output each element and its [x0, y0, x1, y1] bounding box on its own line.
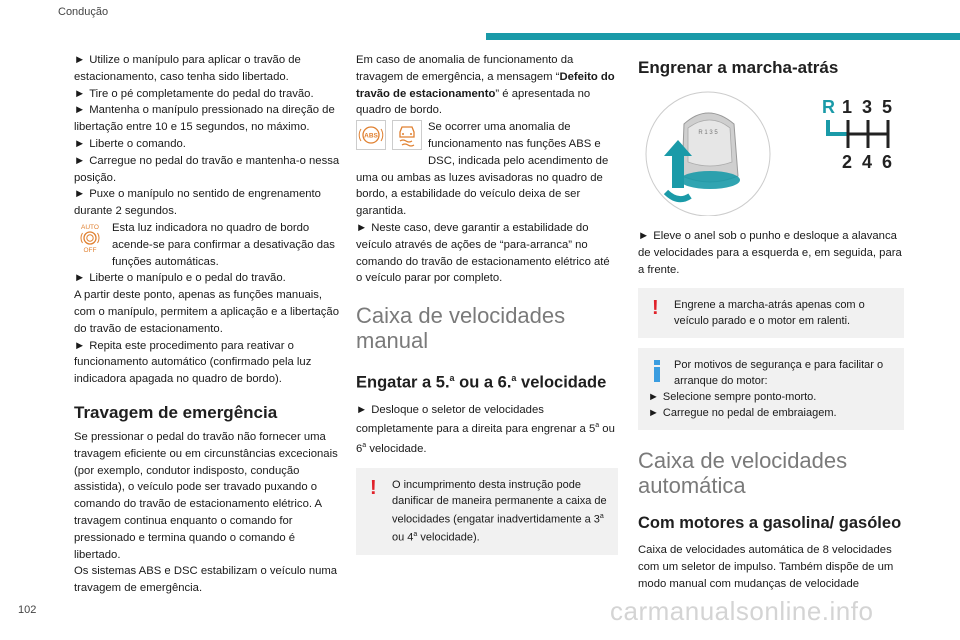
watermark: carmanualsonline.info: [610, 596, 874, 626]
section-title-automatic-gearbox: Caixa de velocidades automática: [638, 448, 848, 499]
bullet-arrow-icon: ►: [356, 221, 368, 234]
step-item: ► Desloque o seletor de velocidades completamente para a direita para engrenar a 5$^a$ ou 6$^a$ velocidade.: [356, 403, 615, 455]
info-icon: [652, 360, 666, 387]
page-number: 102: [18, 604, 37, 616]
info-text: Por motivos de segurança e para facilitar o arranque do motor:: [674, 359, 884, 388]
gear-6-label: 6: [882, 152, 893, 172]
bullet-arrow-icon: ►: [74, 339, 86, 352]
bullet-arrow-icon: ►: [638, 230, 650, 242]
auto-off-icon: [74, 221, 106, 259]
abs-icon-label: ABS: [364, 132, 378, 140]
step-item: ► Liberte o manípulo e o pedal do travão.: [74, 272, 286, 285]
header-accent-bar: [486, 33, 960, 40]
step-item: ► Neste caso, deve garantir a estabilidade do veículo através de ações de “para-arranca” no comando do travão de estacionamento elétrico até o veículo parar por completo.: [356, 221, 610, 285]
gear-2-label: 2: [842, 152, 853, 172]
gear-4-label: 4: [862, 152, 873, 172]
step-item: ► Liberte o comando.: [74, 137, 186, 150]
step-item: ► Utilize o manípulo para aplicar o travão de estacionamento, caso tenha sido libertado.: [74, 54, 301, 83]
info-step: ► Carregue no pedal de embraiagem.: [648, 407, 837, 420]
abs-dsc-warning-note: ABS Se ocorrer uma anomalia de funcionamento nas funções ABS e DSC, indicada pelo acendimento de uma ou ambas as luzes avisadoras no quadro de bordo, a estabilidade do veículo deixa de ser garantida.: [356, 121, 609, 218]
column-3: [638, 52, 904, 593]
subsection-heading: Com motores a gasolina/ gasóleo: [638, 514, 902, 533]
auto-off-icon-bottom: OFF: [83, 246, 97, 253]
paragraph: Em caso de anomalia de funcionamento da travagem de emergência, a mensagem “Defeito do travão de estacionamento” é apresentada no quadro de bordo.: [356, 54, 615, 117]
gear-knob-label: R 1 3 5: [698, 130, 718, 136]
bullet-arrow-icon: ►: [74, 87, 86, 100]
dsc-warning-icon: [392, 120, 422, 156]
bullet-arrow-icon: ►: [74, 137, 86, 150]
reverse-gear-figure: [638, 84, 904, 216]
section-title-manual-gearbox: Caixa de velocidades manual: [356, 303, 566, 354]
info-box: [638, 348, 904, 430]
bullet-arrow-icon: ►: [74, 154, 86, 167]
section-heading: Travagem de emergência: [74, 402, 278, 422]
paragraph: Os sistemas ABS e DSC estabilizam o veículo numa travagem de emergência.: [74, 565, 338, 595]
auto-off-indicator-note: AUTO OFF Esta luz indicadora no quadro de bordo acende-se para confirmar a desativação das funções automáticas.: [74, 220, 340, 270]
step-item: ► Tire o pé completamente do pedal do travão.: [74, 87, 314, 100]
warning-text: O incumprimento desta instrução pode danificar de maneira permanente a caixa de velocidades (engatar inadvertidamente a 3$^a$ ou 4$^a$ velocidade).: [392, 478, 607, 544]
step-item: ► Repita este procedimento para reativar o funcionamento automático (confirmado pela luz indicadora apagada no quadro de bordo).: [74, 339, 312, 386]
section-heading: Engrenar a marcha-atrás: [638, 58, 839, 77]
bullet-arrow-icon: ►: [356, 403, 368, 416]
warning-icon: !: [370, 476, 377, 499]
gear-3-label: 3: [862, 97, 873, 117]
bullet-arrow-icon: ►: [74, 54, 86, 66]
gear-lever-illustration: [638, 84, 904, 216]
bullet-arrow-icon: ►: [648, 407, 659, 420]
step-item: ► Carregue no pedal do travão e mantenha-o nessa posição.: [74, 154, 340, 184]
step-item: ► Mantenha o manípulo pressionado na direção de libertação entre 10 e 15 segundos, no máximo.: [74, 104, 335, 134]
column-2: [356, 52, 618, 563]
column-1: [74, 52, 340, 597]
warning-box: [638, 288, 904, 338]
warning-text: Engrene a marcha-atrás apenas com o veículo parado e o motor em ralenti.: [674, 299, 865, 328]
paragraph: Se pressionar o pedal do travão não fornecer uma travagem eficiente ou em circunstâncias excecionais (por exemplo, condutor indisposto, condução assistida), o veículo pode ser travado puxando o comando do travão de estacionamento elétrico. A travagem continua enquanto o comando for pressionado e termina quando o comando é libertado.: [74, 430, 338, 561]
subsection-heading: Engatar a 5.$^a$ ou a 6.$^a$ velocidade: [356, 373, 607, 392]
warning-icon: !: [652, 297, 659, 320]
auto-off-icon-top: AUTO: [81, 223, 99, 231]
gear-5-label: 5: [882, 97, 893, 117]
info-step: ► Selecione sempre ponto-morto.: [648, 391, 817, 404]
bullet-arrow-icon: ►: [74, 104, 86, 117]
paragraph: Caixa de velocidades automática de 8 velocidades com um seletor de impulso. Também dispõe de um modo manual com mudanças de velocidade: [638, 544, 894, 590]
step-item: ► Puxe o manípulo no sentido de engrenamento durante 2 segundos.: [74, 188, 321, 218]
abs-warning-icon: [356, 120, 386, 156]
warning-box: [356, 468, 618, 555]
gear-1-label: 1: [842, 97, 853, 117]
bullet-arrow-icon: ►: [648, 391, 659, 404]
paragraph: A partir deste ponto, apenas as funções manuais, com o manípulo, permitem a aplicação e a libertação do travão de estacionamento.: [74, 289, 339, 335]
gear-r-label: R: [822, 97, 835, 117]
bullet-arrow-icon: ►: [74, 272, 86, 285]
step-item: ► Eleve o anel sob o punho e desloque a alavanca de velocidades para a esquerda e, em seguida, para a frente.: [638, 230, 902, 276]
bullet-arrow-icon: ►: [74, 188, 86, 201]
running-header: Condução: [58, 6, 109, 18]
